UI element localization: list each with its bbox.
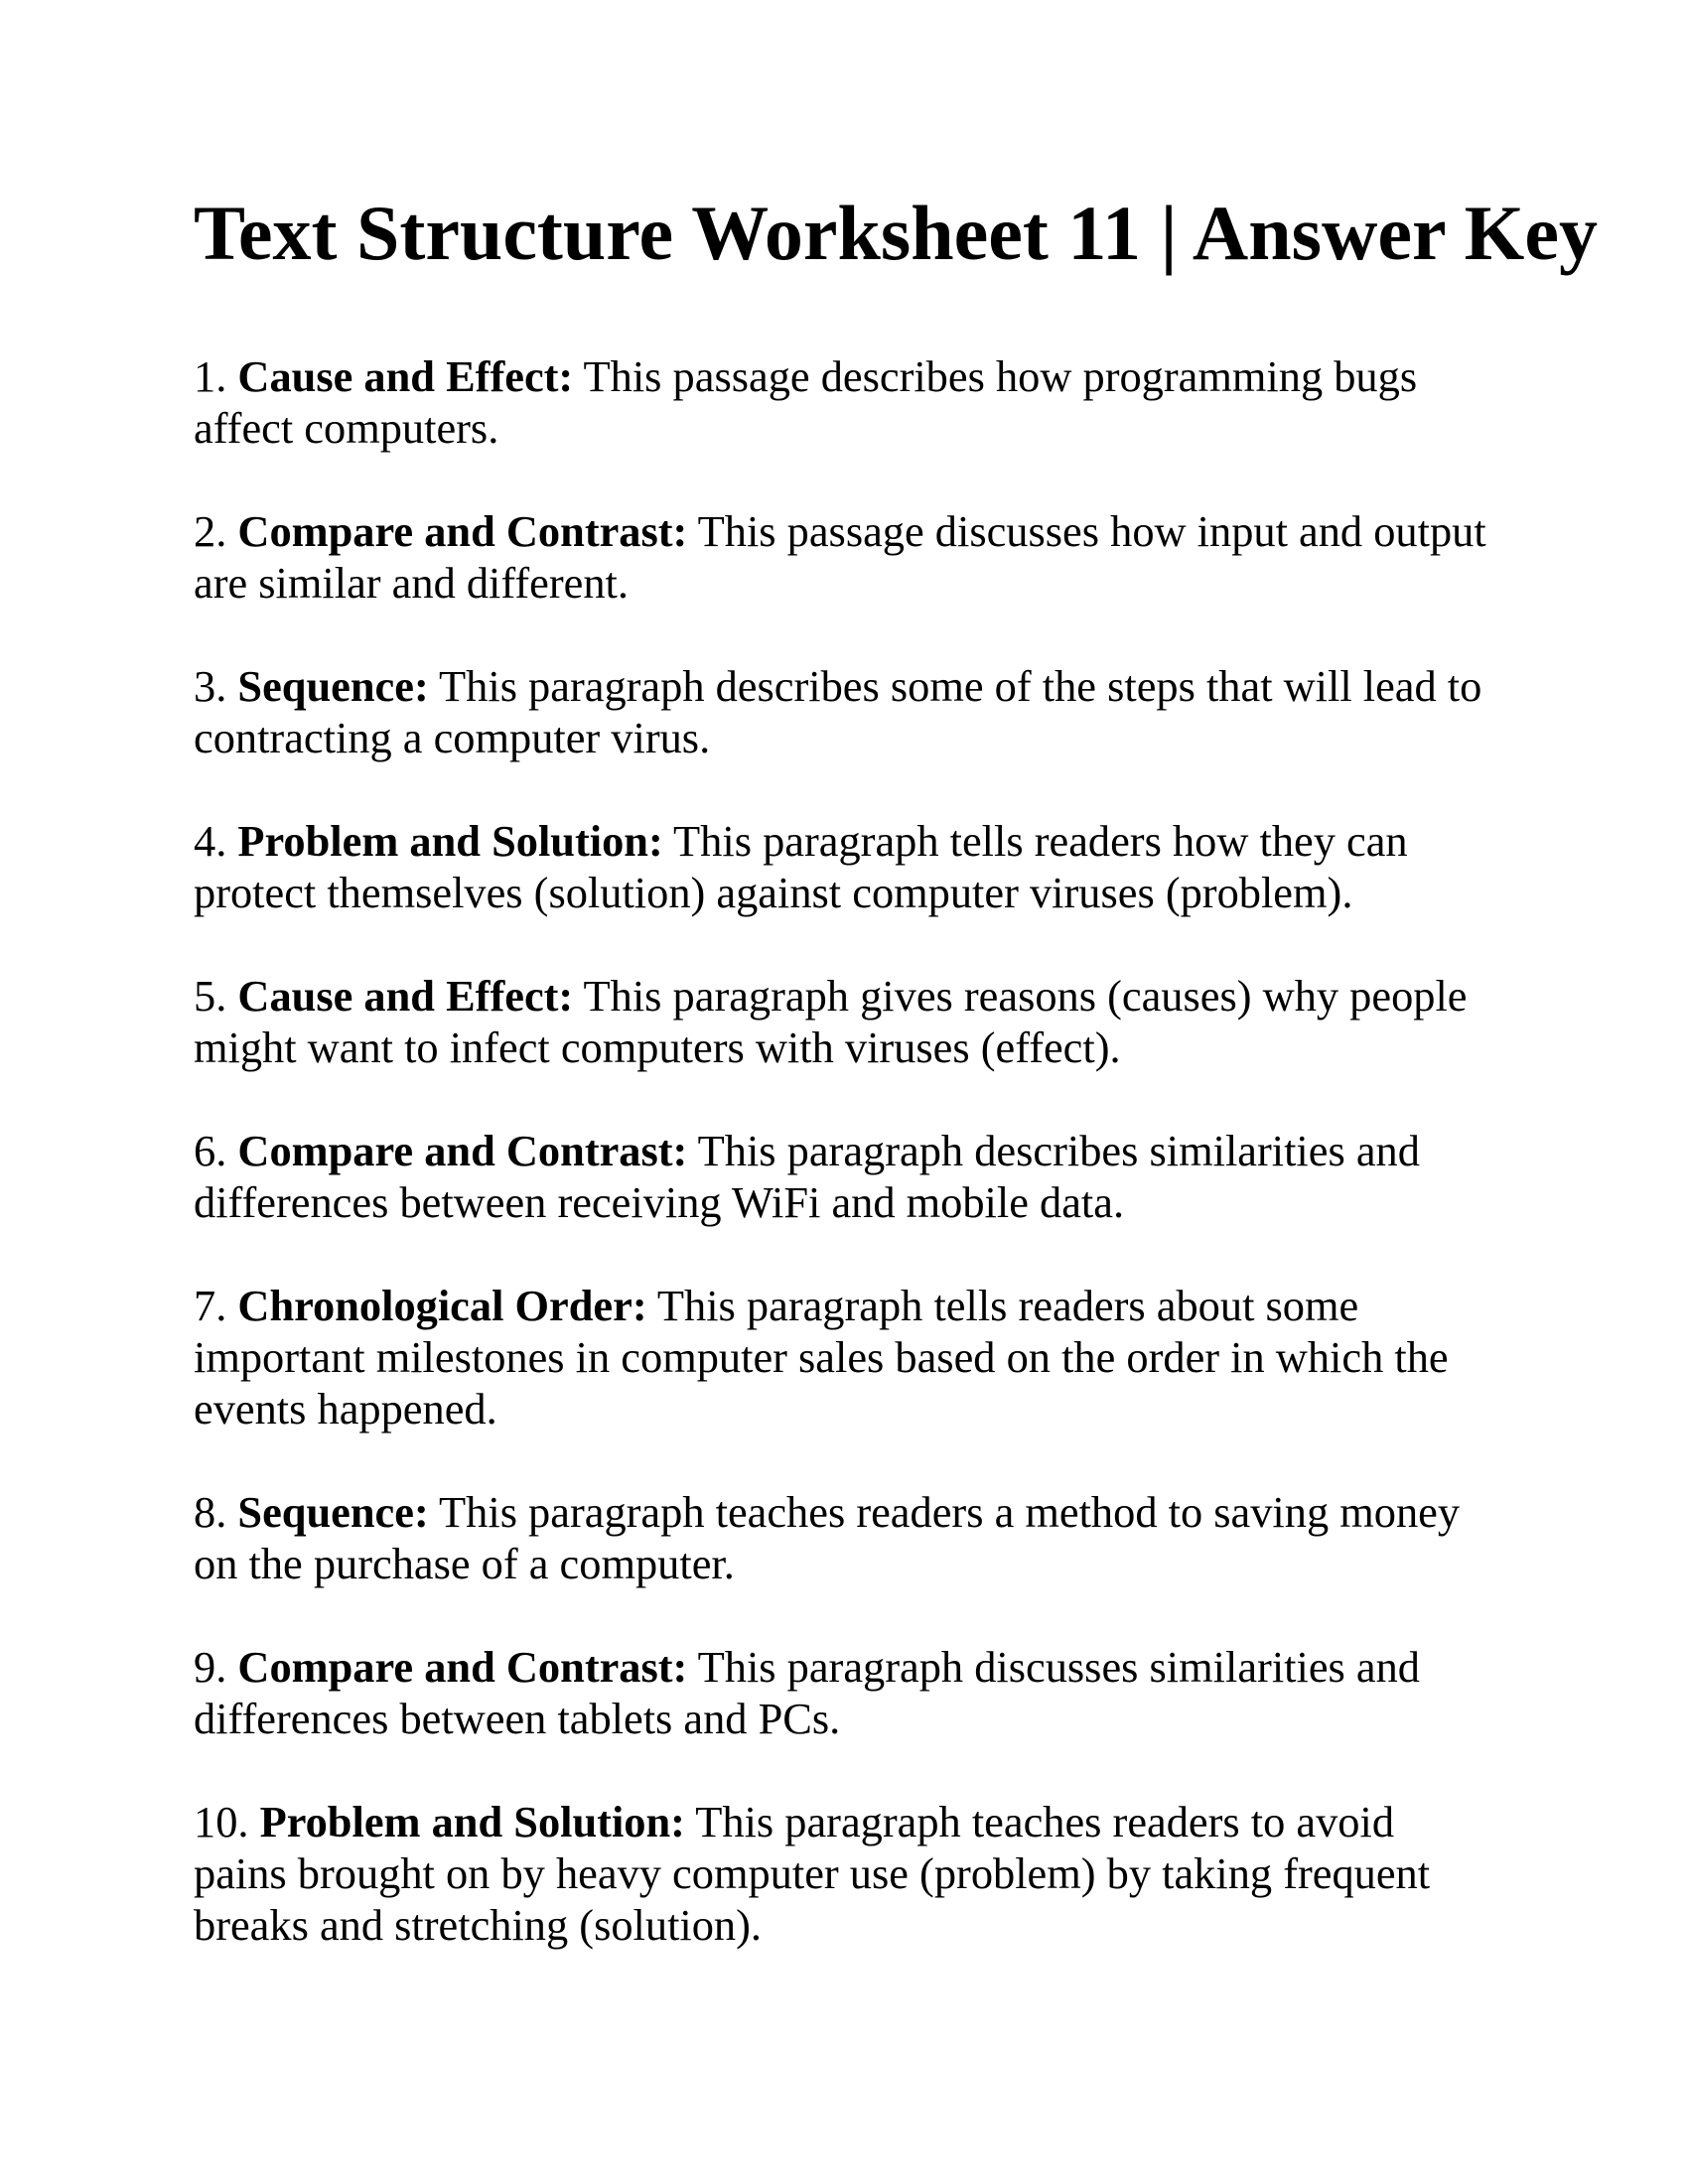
- answer-description: This paragraph tells readers about some important milestones in computer sales based on the order in which the events happened.: [194, 1281, 1449, 1433]
- answer-category: Chronological Order:: [237, 1281, 647, 1330]
- answer-description: This paragraph teaches readers to avoid pains brought on by heavy computer use (problem) by taking frequent breaks and stretching (solution).: [194, 1797, 1431, 1950]
- answer-number: 10.: [194, 1797, 260, 1846]
- answer-category: Sequence:: [237, 661, 429, 711]
- answer-category: Cause and Effect:: [237, 351, 574, 401]
- answer-item: [194, 970, 1486, 1073]
- answer-description: This paragraph discusses similarities and differences between tablets and PCs.: [194, 1642, 1420, 1743]
- answer-description: This paragraph gives reasons (causes) why people might want to infect computers with viruses (effect).: [194, 971, 1468, 1072]
- answer-description: This passage discusses how input and output are similar and different.: [194, 506, 1486, 608]
- page-title: Text Structure Worksheet 11 | Answer Key: [194, 190, 1598, 276]
- answer-category: Problem and Solution:: [259, 1797, 685, 1846]
- answer-item: [194, 350, 1486, 454]
- answer-number: 5.: [194, 971, 238, 1021]
- answer-item: [194, 815, 1486, 918]
- answer-item: [194, 1796, 1486, 1951]
- answer-number: 3.: [194, 661, 238, 711]
- answer-category: Cause and Effect:: [237, 971, 574, 1021]
- answer-category: Compare and Contrast:: [237, 1642, 688, 1692]
- answer-category: Compare and Contrast:: [237, 1126, 688, 1175]
- answer-category: Problem and Solution:: [237, 816, 663, 866]
- answer-number: 1.: [194, 351, 238, 401]
- answer-description: This passage describes how programming bugs affect computers.: [194, 351, 1418, 453]
- answer-number: 4.: [194, 816, 238, 866]
- answer-list: [194, 350, 1486, 1951]
- answer-category: Sequence:: [237, 1487, 429, 1537]
- answer-description: This paragraph describes some of the steps that will lead to contracting a computer virus.: [194, 661, 1482, 762]
- answer-description: This paragraph tells readers how they can protect themselves (solution) against computer viruses (problem).: [194, 816, 1408, 917]
- answer-category: Compare and Contrast:: [237, 506, 688, 556]
- answer-number: 6.: [194, 1126, 238, 1175]
- answer-description: This paragraph describes similarities and differences between receiving WiFi and mobile data.: [194, 1126, 1420, 1227]
- answer-item: [194, 660, 1486, 763]
- answer-item: [194, 1486, 1486, 1589]
- answer-item: [194, 1125, 1486, 1228]
- answer-item: [194, 1641, 1486, 1744]
- answer-number: 7.: [194, 1281, 238, 1330]
- answer-number: 9.: [194, 1642, 238, 1692]
- answer-number: 8.: [194, 1487, 238, 1537]
- answer-description: This paragraph teaches readers a method to saving money on the purchase of a computer.: [194, 1487, 1461, 1588]
- answer-number: 2.: [194, 506, 238, 556]
- answer-item: [194, 1280, 1486, 1434]
- answer-item: [194, 505, 1486, 609]
